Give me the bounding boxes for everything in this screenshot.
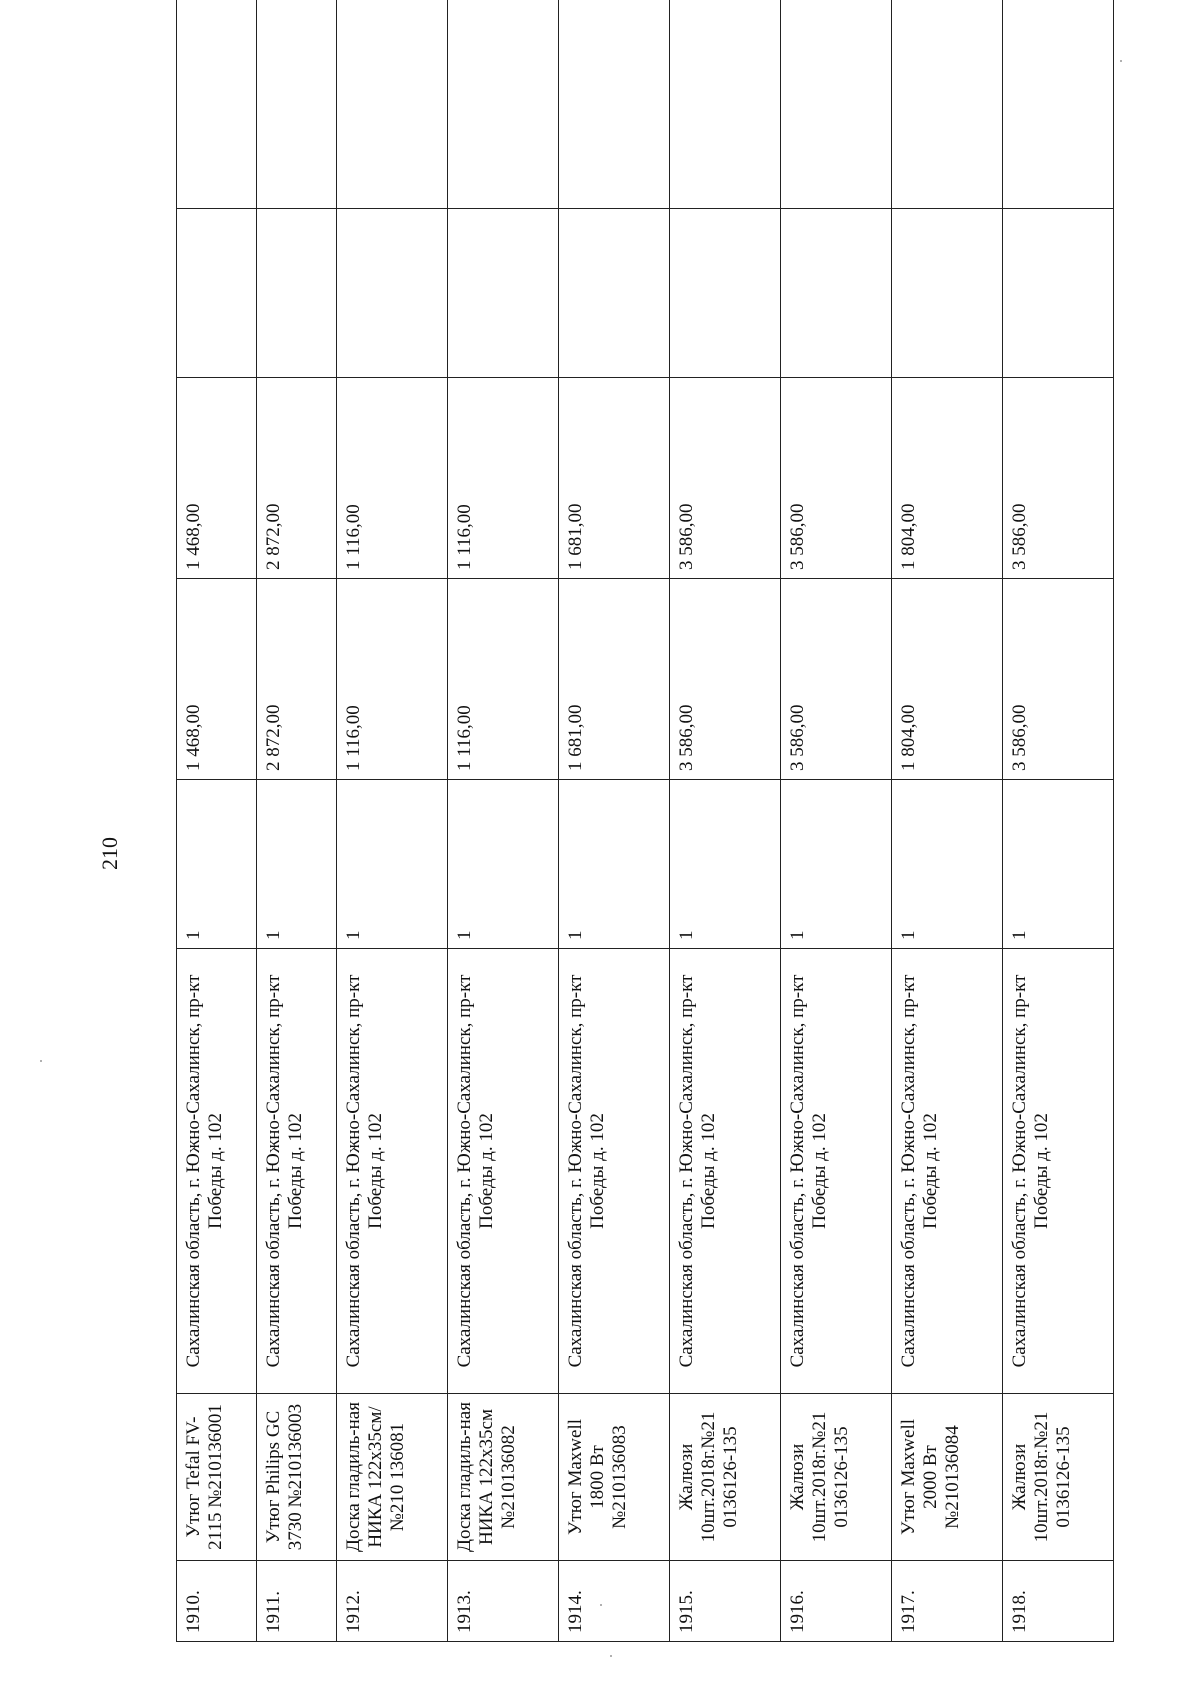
empty-cell [177, 209, 257, 378]
quantity-cell: 1 [670, 780, 781, 949]
balance-amount-cell: 3 586,00 [781, 378, 892, 579]
empty-cell [337, 209, 448, 378]
table-row [892, 0, 1003, 1642]
balance-amount-cell: 1 116,00 [448, 378, 559, 579]
empty-cell [257, 209, 337, 378]
balance-amount-cell: 3 586,00 [670, 378, 781, 579]
table-body [177, 0, 1114, 1642]
address-cell: Сахалинская область, г. Южно-Сахалинск, пр-кт Победы д. 102 [781, 949, 892, 1394]
empty-cell [781, 209, 892, 378]
amount-cell: 1 116,00 [337, 579, 448, 780]
amount-cell: 3 586,00 [781, 579, 892, 780]
row-number-cell: 1918. [1003, 1561, 1114, 1642]
row-number-cell: 1916. [781, 1561, 892, 1642]
empty-cell [337, 0, 448, 209]
scan-speck [600, 1604, 602, 1606]
balance-amount-cell: 1 681,00 [559, 378, 670, 579]
table-row [670, 0, 781, 1642]
item-name-cell: Жалюзи 10шт.2018г.№21 0136126-135 [781, 1394, 892, 1561]
empty-cell [448, 209, 559, 378]
address-cell: Сахалинская область, г. Южно-Сахалинск, пр-кт Победы д. 102 [337, 949, 448, 1394]
empty-cell [1003, 0, 1114, 209]
amount-cell: 1 116,00 [448, 579, 559, 780]
address-cell: Сахалинская область, г. Южно-Сахалинск, пр-кт Победы д. 102 [559, 949, 670, 1394]
table-row [337, 0, 448, 1642]
scan-speck [40, 1060, 42, 1062]
empty-cell [1003, 209, 1114, 378]
item-name-cell: Доска гладиль-ная НИКА 122x35см/№210 136081 [337, 1394, 448, 1561]
scan-speck [1120, 60, 1122, 62]
table-row [448, 0, 559, 1642]
quantity-cell: 1 [177, 780, 257, 949]
item-name-cell: Жалюзи 10шт.2018г.№21 0136126-135 [1003, 1394, 1114, 1561]
empty-cell [892, 209, 1003, 378]
amount-cell: 1 681,00 [559, 579, 670, 780]
empty-cell [892, 0, 1003, 209]
balance-amount-cell: 1 116,00 [337, 378, 448, 579]
address-cell: Сахалинская область, г. Южно-Сахалинск, пр-кт Победы д. 102 [448, 949, 559, 1394]
table-row [257, 0, 337, 1642]
quantity-cell: 1 [559, 780, 670, 949]
empty-cell [781, 0, 892, 209]
quantity-cell: 1 [892, 780, 1003, 949]
balance-amount-cell: 1 804,00 [892, 378, 1003, 579]
amount-cell: 2 872,00 [257, 579, 337, 780]
amount-cell: 3 586,00 [670, 579, 781, 780]
address-cell: Сахалинская область, г. Южно-Сахалинск, пр-кт Победы д. 102 [670, 949, 781, 1394]
quantity-cell: 1 [257, 780, 337, 949]
table-row [177, 0, 257, 1642]
quantity-cell: 1 [781, 780, 892, 949]
item-name-cell: Утюг Philips GC 3730 №210136003 [257, 1394, 337, 1561]
item-name-cell: Утюг Maxwell 2000 Вт №210136084 [892, 1394, 1003, 1561]
empty-cell [177, 0, 257, 209]
inventory-table [176, 0, 1114, 1642]
amount-cell: 3 586,00 [1003, 579, 1114, 780]
empty-cell [448, 0, 559, 209]
empty-cell [670, 209, 781, 378]
address-cell: Сахалинская область, г. Южно-Сахалинск, пр-кт Победы д. 102 [177, 949, 257, 1394]
address-cell: Сахалинская область, г. Южно-Сахалинск, пр-кт Победы д. 102 [257, 949, 337, 1394]
item-name-cell: Утюг Maxwell 1800 Вт №210136083 [559, 1394, 670, 1561]
empty-cell [670, 0, 781, 209]
empty-cell [559, 0, 670, 209]
row-number-cell: 1915. [670, 1561, 781, 1642]
empty-cell [559, 209, 670, 378]
item-name-cell: Доска гладиль-ная НИКА 122x35см №210136082 [448, 1394, 559, 1561]
item-name-cell: Жалюзи 10шт.2018г.№21 0136126-135 [670, 1394, 781, 1561]
row-number-cell: 1917. [892, 1561, 1003, 1642]
page-number: 210 [97, 837, 122, 870]
row-number-cell: 1912. [337, 1561, 448, 1642]
address-cell: Сахалинская область, г. Южно-Сахалинск, пр-кт Победы д. 102 [1003, 949, 1114, 1394]
row-number-cell: 1913. [448, 1561, 559, 1642]
balance-amount-cell: 1 468,00 [177, 378, 257, 579]
amount-cell: 1 468,00 [177, 579, 257, 780]
inventory-table-rotated [176, 56, 1114, 1642]
table-row [1003, 0, 1114, 1642]
quantity-cell: 1 [1003, 780, 1114, 949]
row-number-cell: 1914. [559, 1561, 670, 1642]
quantity-cell: 1 [448, 780, 559, 949]
address-cell: Сахалинская область, г. Южно-Сахалинск, пр-кт Победы д. 102 [892, 949, 1003, 1394]
amount-cell: 1 804,00 [892, 579, 1003, 780]
empty-cell [257, 0, 337, 209]
row-number-cell: 1910. [177, 1561, 257, 1642]
scan-speck [610, 1655, 612, 1657]
row-number-cell: 1911. [257, 1561, 337, 1642]
balance-amount-cell: 2 872,00 [257, 378, 337, 579]
item-name-cell: Утюг Tefal FV-2115 №210136001 [177, 1394, 257, 1561]
table-row [559, 0, 670, 1642]
quantity-cell: 1 [337, 780, 448, 949]
balance-amount-cell: 3 586,00 [1003, 378, 1114, 579]
table-row [781, 0, 892, 1642]
